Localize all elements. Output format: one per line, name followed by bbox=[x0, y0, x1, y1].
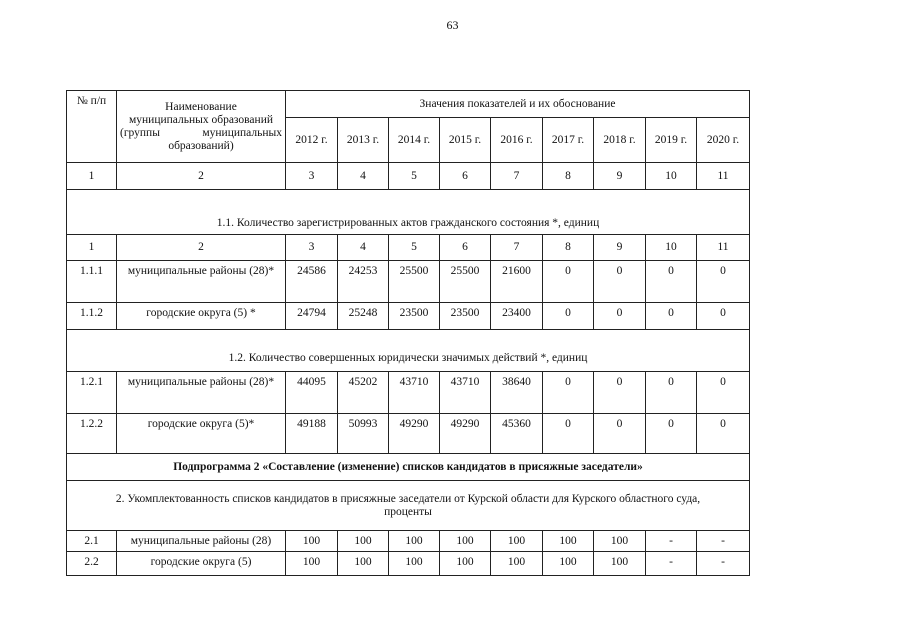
index-cell: 8 bbox=[543, 163, 594, 190]
index-cell: 4 bbox=[338, 163, 389, 190]
value-cell: 100 bbox=[543, 552, 594, 576]
section-title-row bbox=[67, 190, 750, 235]
value-cell: - bbox=[697, 552, 750, 576]
value-cell: 100 bbox=[491, 531, 543, 552]
value-cell: 100 bbox=[286, 552, 338, 576]
row-number: 2.2 bbox=[67, 552, 117, 576]
year-header: 2013 г. bbox=[338, 118, 389, 163]
section-1-2-title: 1.2. Количество совершенных юридически значимых действий *, единиц bbox=[67, 330, 750, 372]
index-cell: 5 bbox=[389, 235, 440, 261]
value-cell: - bbox=[646, 552, 697, 576]
value-cell: 100 bbox=[440, 531, 491, 552]
value-cell: 49290 bbox=[440, 414, 491, 454]
value-cell: 45360 bbox=[491, 414, 543, 454]
value-cell: 0 bbox=[697, 372, 750, 414]
value-cell: 49290 bbox=[389, 414, 440, 454]
value-cell: 100 bbox=[594, 552, 646, 576]
value-cell: 0 bbox=[543, 303, 594, 330]
value-cell: 0 bbox=[646, 372, 697, 414]
value-cell: 25248 bbox=[338, 303, 389, 330]
value-cell: 100 bbox=[491, 552, 543, 576]
value-cell: 24253 bbox=[338, 261, 389, 303]
value-cell: 100 bbox=[440, 552, 491, 576]
index-cell: 3 bbox=[286, 163, 338, 190]
value-cell: 0 bbox=[697, 414, 750, 454]
subprogram-2-title: Подпрограмма 2 «Составление (изменение) списков кандидатов в присяжные заседатели» bbox=[67, 454, 750, 481]
value-cell: 0 bbox=[594, 372, 646, 414]
value-cell: 38640 bbox=[491, 372, 543, 414]
section-title-row bbox=[67, 481, 750, 531]
value-cell: 50993 bbox=[338, 414, 389, 454]
row-number: 1.2.1 bbox=[67, 372, 117, 414]
index-cell: 3 bbox=[286, 235, 338, 261]
value-cell: 0 bbox=[594, 414, 646, 454]
value-cell: 23500 bbox=[440, 303, 491, 330]
row-number: 1.1.1 bbox=[67, 261, 117, 303]
row-name: муниципальные районы (28)* bbox=[117, 372, 286, 414]
row-number: 2.1 bbox=[67, 531, 117, 552]
row-name: муниципальные районы (28)* bbox=[117, 261, 286, 303]
value-cell: 0 bbox=[543, 261, 594, 303]
year-header: 2012 г. bbox=[286, 118, 338, 163]
row-number: 1.1.2 bbox=[67, 303, 117, 330]
year-header: 2018 г. bbox=[594, 118, 646, 163]
value-cell: - bbox=[646, 531, 697, 552]
value-cell: 24586 bbox=[286, 261, 338, 303]
index-cell: 11 bbox=[697, 235, 750, 261]
row-number: 1.2.2 bbox=[67, 414, 117, 454]
value-cell: 100 bbox=[338, 531, 389, 552]
index-cell: 11 bbox=[697, 163, 750, 190]
value-cell: 100 bbox=[286, 531, 338, 552]
value-cell: 0 bbox=[543, 414, 594, 454]
value-cell: 0 bbox=[594, 303, 646, 330]
value-cell: 25500 bbox=[389, 261, 440, 303]
value-cell: 100 bbox=[389, 552, 440, 576]
col-values-header: Значения показателей и их обоснование bbox=[286, 91, 750, 118]
index-cell: 7 bbox=[491, 235, 543, 261]
value-cell: 0 bbox=[646, 261, 697, 303]
index-cell: 10 bbox=[646, 163, 697, 190]
year-header: 2020 г. bbox=[697, 118, 750, 163]
index-cell: 2 bbox=[117, 163, 286, 190]
subprogram-row bbox=[67, 454, 750, 481]
year-header: 2015 г. bbox=[440, 118, 491, 163]
section-title-row bbox=[67, 330, 750, 372]
value-cell: 100 bbox=[594, 531, 646, 552]
table-row bbox=[67, 372, 750, 414]
page-number: 63 bbox=[446, 18, 459, 32]
index-cell: 9 bbox=[594, 235, 646, 261]
index-cell: 7 bbox=[491, 163, 543, 190]
year-header: 2016 г. bbox=[491, 118, 543, 163]
value-cell: 0 bbox=[646, 303, 697, 330]
col-name-line: (группы муниципальных bbox=[120, 126, 282, 139]
table-row bbox=[67, 552, 750, 576]
index-cell: 1 bbox=[67, 235, 117, 261]
year-header: 2014 г. bbox=[389, 118, 440, 163]
value-cell: 25500 bbox=[440, 261, 491, 303]
section-1-1-title: 1.1. Количество зарегистрированных актов гражданского состояния *, единиц bbox=[67, 190, 750, 235]
index-cell: 5 bbox=[389, 163, 440, 190]
value-cell: 43710 bbox=[389, 372, 440, 414]
col-name-line: образований) bbox=[168, 139, 234, 152]
value-cell: 23500 bbox=[389, 303, 440, 330]
value-cell: 100 bbox=[543, 531, 594, 552]
value-cell: 0 bbox=[697, 261, 750, 303]
row-name: городские округа (5) bbox=[117, 552, 286, 576]
index-cell: 9 bbox=[594, 163, 646, 190]
index-row bbox=[67, 163, 750, 190]
index-cell: 8 bbox=[543, 235, 594, 261]
value-cell: 43710 bbox=[440, 372, 491, 414]
index-cell: 6 bbox=[440, 163, 491, 190]
header-row-1 bbox=[67, 91, 750, 118]
table-row bbox=[67, 261, 750, 303]
row-name: муниципальные районы (28) bbox=[117, 531, 286, 552]
row-name: городские округа (5) * bbox=[117, 303, 286, 330]
value-cell: - bbox=[697, 531, 750, 552]
value-cell: 0 bbox=[543, 372, 594, 414]
value-cell: 0 bbox=[697, 303, 750, 330]
value-cell: 44095 bbox=[286, 372, 338, 414]
col-num-header: № п/п bbox=[67, 91, 117, 163]
index-cell: 1 bbox=[67, 163, 117, 190]
indicators-table bbox=[66, 90, 750, 576]
index-cell: 10 bbox=[646, 235, 697, 261]
value-cell: 24794 bbox=[286, 303, 338, 330]
index-cell: 2 bbox=[117, 235, 286, 261]
col-name-line: муниципальных образований bbox=[128, 113, 274, 126]
year-header: 2017 г. bbox=[543, 118, 594, 163]
section-2-title-line2: проценты bbox=[384, 505, 432, 518]
value-cell: 45202 bbox=[338, 372, 389, 414]
col-name-header bbox=[117, 91, 286, 163]
section-2-title bbox=[67, 481, 750, 531]
value-cell: 23400 bbox=[491, 303, 543, 330]
section-2-title-line1: 2. Укомплектованность списков кандидатов в присяжные заседатели от Курской области для Курского областного суда, bbox=[115, 492, 701, 505]
table-row bbox=[67, 531, 750, 552]
value-cell: 100 bbox=[338, 552, 389, 576]
index-cell: 6 bbox=[440, 235, 491, 261]
index-row bbox=[67, 235, 750, 261]
value-cell: 21600 bbox=[491, 261, 543, 303]
value-cell: 49188 bbox=[286, 414, 338, 454]
value-cell: 0 bbox=[594, 261, 646, 303]
index-cell: 4 bbox=[338, 235, 389, 261]
table-row bbox=[67, 414, 750, 454]
year-header: 2019 г. bbox=[646, 118, 697, 163]
row-name: городские округа (5)* bbox=[117, 414, 286, 454]
table-row bbox=[67, 303, 750, 330]
col-name-line: Наименование bbox=[165, 100, 237, 113]
value-cell: 100 bbox=[389, 531, 440, 552]
value-cell: 0 bbox=[646, 414, 697, 454]
